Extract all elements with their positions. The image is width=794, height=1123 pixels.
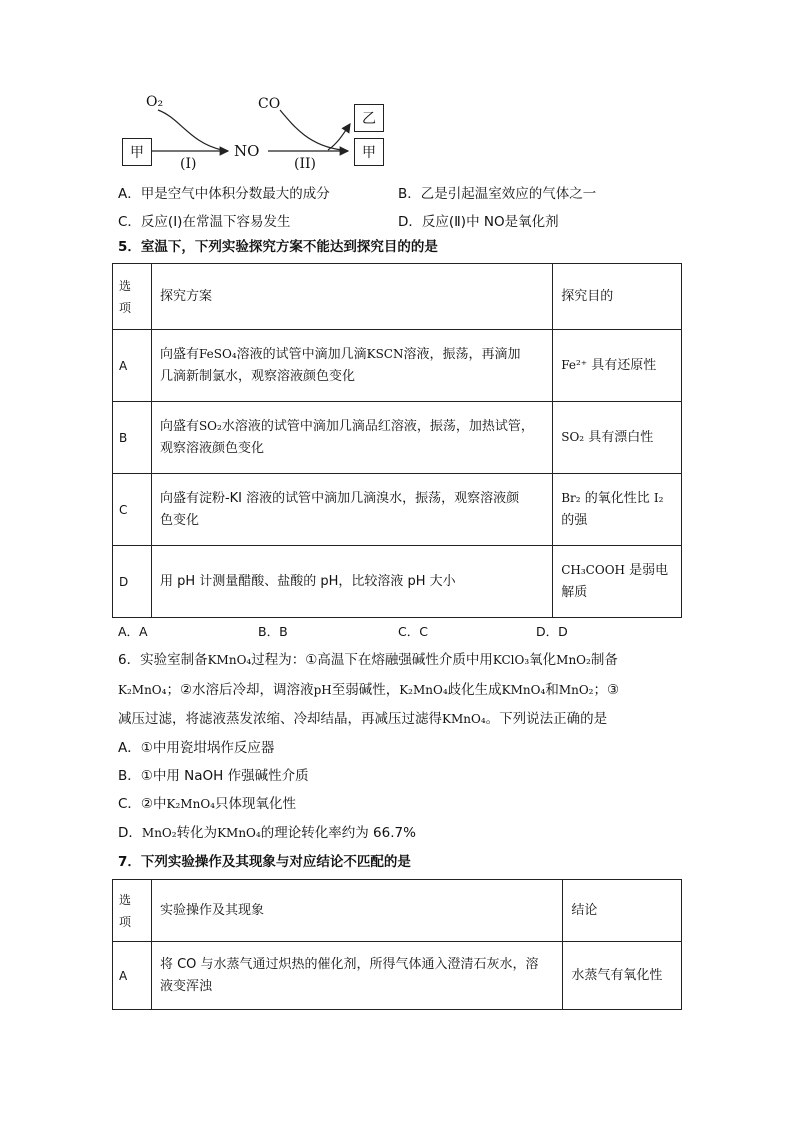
co-label: CO	[258, 96, 281, 112]
q5-a-goal-1b: 具有还原性	[591, 358, 657, 373]
q5-b-goal-1a: SO₂	[561, 430, 585, 444]
q5-row-b-label: B	[113, 402, 152, 474]
q5-c-goal-1b: 的氧化性比	[584, 491, 650, 506]
q5-answer-c: C．C	[398, 624, 428, 639]
q6-d4: KMnO₄	[217, 826, 261, 840]
q6-1g: 制备	[590, 652, 618, 668]
q5-a-plan-1c: 溶液的试管中滴加几滴	[236, 347, 367, 362]
q7-table	[112, 879, 682, 1010]
q6-option-b: B．①中用 NaOH 作强碱性介质	[118, 768, 309, 784]
q5-b-plan-1b: SO₂	[198, 419, 222, 433]
q5-a-plan-1d: KSCN	[366, 347, 404, 361]
q6-2g: KMnO₄	[501, 683, 546, 697]
q5-header-opt-2: 项	[119, 300, 132, 315]
q7-row-a-op	[151, 942, 562, 1010]
q5-d-goal-1a: CH₃COOH	[561, 563, 625, 577]
q7-a-op-2: 液变浑浊	[159, 978, 212, 994]
q5-c-plan-2: 色变化	[159, 512, 199, 528]
q6-2h: 和	[545, 682, 559, 698]
q5-row-a-plan	[151, 330, 552, 402]
q5-answer-a: A．A	[118, 624, 148, 639]
q5-header-row	[113, 264, 682, 330]
yi-text: 乙	[362, 111, 376, 127]
q7-a-op-1: 将 CO 与水蒸气通过炽热的催化剂，所得气体通入澄清石灰水，溶	[159, 956, 539, 972]
jia-right-text: 甲	[362, 145, 376, 161]
q5-d-goal-2: 解质	[561, 585, 588, 600]
q6-3b: KMnO₄	[442, 712, 486, 726]
q7-row-a-label: A	[113, 942, 152, 1010]
q6-2a: K₂MnO₄	[118, 683, 167, 697]
q5-b-plan-1a: 向盛有	[159, 419, 199, 434]
q5-b-plan-1c: 水溶液的试管中滴加几滴品红溶液，振荡，加热试管，	[221, 419, 534, 434]
q6-1d: KClO₃	[492, 653, 530, 667]
q6-2d: 至弱碱性，	[331, 682, 400, 698]
q7-stem: 7．下列实验操作及其现象与对应结论不匹配的是	[118, 854, 411, 870]
q6-c3: 只体现氧化性	[214, 796, 296, 812]
q6-2j: ；③	[593, 682, 620, 698]
q5-c-goal-1c: I₂	[653, 491, 664, 505]
q5-stem: 5．室温下，下列实验探究方案不能达到探究目的的是	[118, 239, 438, 255]
q6-2f: 歧化生成	[447, 682, 502, 698]
step1-label: (I)	[180, 156, 197, 172]
q5-c-goal-2: 的强	[561, 513, 588, 528]
q5-row-c-goal	[553, 474, 682, 546]
q6-c1: C．②中	[118, 796, 167, 812]
q5-a-plan-2: 几滴新制氯水，观察溶液颜色变化	[159, 369, 355, 384]
q6-1b: KMnO₄	[207, 653, 252, 667]
q6-option-a: A．①中用瓷坩埚作反应器	[118, 740, 275, 756]
q6-option-d	[118, 823, 416, 843]
q6-option-c	[118, 794, 296, 814]
o2-label: O₂	[146, 94, 164, 110]
no-label: NO	[234, 142, 260, 160]
q4-option-d: D．反应(Ⅱ)中 NO是氧化剂	[398, 214, 559, 230]
q6-line-2	[118, 680, 619, 700]
q5-a-plan-1e: 溶液，振荡，再滴加	[403, 347, 521, 362]
q6-line-1	[118, 650, 618, 670]
q5-a-plan-1b: FeSO₄	[198, 347, 237, 361]
q6-2c: pH	[313, 683, 332, 697]
q5-row-b-plan	[151, 402, 552, 474]
jia-box-right	[354, 138, 384, 166]
q6-c2: K₂MnO₄	[166, 797, 215, 811]
table-row	[113, 942, 682, 1010]
q5-header-goal: 探究目的	[553, 264, 682, 330]
q6-d2: MnO₂	[141, 826, 177, 840]
q6-line-3	[118, 709, 607, 729]
q7-header-opt-2: 项	[119, 914, 132, 929]
q5-c-goal-1a: Br₂	[561, 491, 581, 505]
q5-answer-d: D．D	[536, 624, 568, 639]
q5-header-opt-1: 选	[119, 278, 132, 293]
q7-row-a-concl: 水蒸气有氧化性	[563, 942, 682, 1010]
q6-2i: MnO₂	[558, 683, 594, 697]
step2-label: (II)	[294, 156, 316, 172]
q4-option-b: B．乙是引起温室效应的气体之一	[398, 186, 597, 202]
q7-header-concl: 结论	[563, 880, 682, 942]
q6-1e: 氧化	[529, 652, 557, 668]
q6-1c: 过程为：①高温下在熔融强碱性介质中用	[251, 652, 493, 668]
q4-option-c: C．反应(Ⅰ)在常温下容易发生	[118, 214, 291, 230]
q5-row-c-plan	[151, 474, 552, 546]
q5-table	[112, 263, 682, 618]
q6-d5: 的理论转化率约为 66.7%	[260, 825, 416, 841]
q6-1a: 6．实验室制备	[118, 652, 208, 668]
q5-row-d-plan: 用 pH 计测量醋酸、盐酸的 pH，比较溶液 pH 大小	[151, 546, 552, 618]
yi-box	[354, 104, 384, 132]
q5-row-d-label: D	[113, 546, 152, 618]
q5-row-a-goal	[553, 330, 682, 402]
q5-d-goal-1b: 是弱电	[629, 563, 669, 578]
q7-header-row	[113, 880, 682, 942]
q5-row-c-label: C	[113, 474, 152, 546]
q6-d3: 转化为	[176, 825, 218, 841]
q6-1f: MnO₂	[556, 653, 591, 667]
jia-left-text: 甲	[130, 145, 144, 161]
q6-2b: ；②水溶后冷却，调溶液	[166, 682, 314, 698]
table-row	[113, 330, 682, 402]
q5-a-goal-1a: Fe²⁺	[561, 358, 588, 372]
q6-3a: 减压过滤，将滤液蒸发浓缩、冷却结晶，再减压过滤得	[118, 711, 442, 727]
q5-b-goal-1b: 具有漂白性	[588, 430, 654, 445]
table-row	[113, 546, 682, 618]
q5-row-d-goal	[553, 546, 682, 618]
q5-answer-b: B．B	[258, 624, 288, 639]
q6-3c: 。下列说法正确的是	[485, 711, 608, 727]
q5-header-plan: 探究方案	[151, 264, 552, 330]
q5-c-plan-1: 向盛有淀粉-KI 溶液的试管中滴加几滴溴水，振荡，观察溶液颜	[159, 490, 520, 506]
q5-row-a-label: A	[113, 330, 152, 402]
jia-box-left	[122, 138, 152, 166]
q5-b-plan-2: 观察溶液颜色变化	[159, 441, 264, 456]
q7-header-opt-1: 选	[119, 892, 132, 907]
q6-2e: K₂MnO₄	[399, 683, 448, 697]
q6-d1: D．	[118, 825, 142, 841]
q5-a-plan-1a: 向盛有	[159, 347, 199, 362]
q7-header-op: 实验操作及其现象	[151, 880, 562, 942]
reaction-diagram	[110, 88, 410, 178]
table-row	[113, 474, 682, 546]
q4-option-a: A．甲是空气中体积分数最大的成分	[118, 186, 330, 202]
q5-row-b-goal	[553, 402, 682, 474]
table-row	[113, 402, 682, 474]
